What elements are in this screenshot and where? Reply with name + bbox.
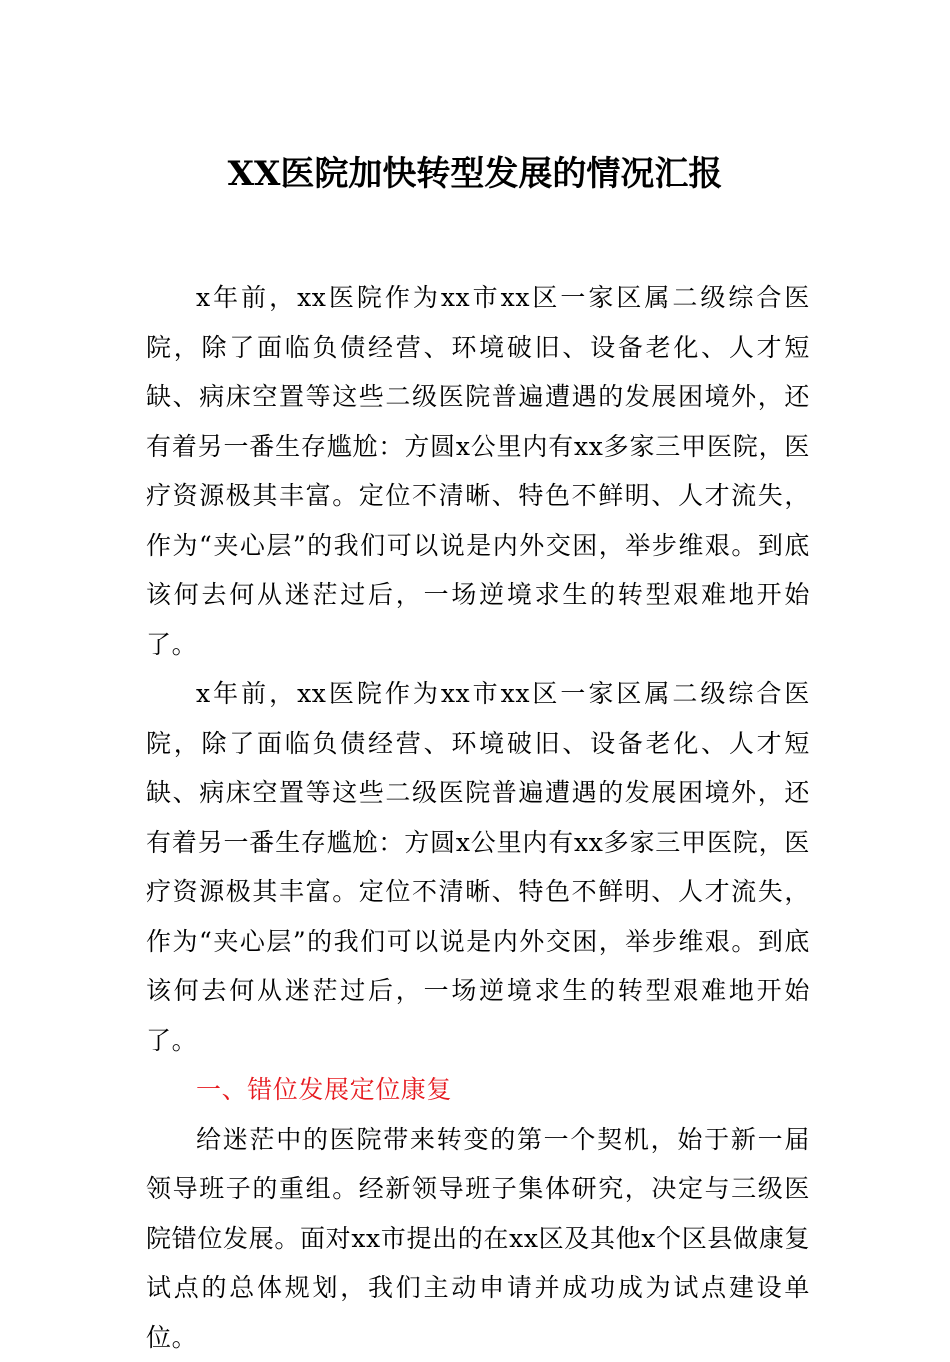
section-heading: 一、错位发展定位康复: [146, 1065, 810, 1115]
section-paragraph: 给迷茫中的医院带来转变的第一个契机，始于新一届领导班子的重组。经新领导班子集体研究，决定与三级医院错位发展。面对xx市提出的在xx区及其他x个区县做康复试点的总体规划，我们主动申请并成功成为试点建设单位。: [146, 1115, 810, 1362]
document-title: XX医院加快转型发展的情况汇报: [0, 146, 950, 202]
body-paragraph: x年前，xx医院作为xx市xx区一家区属二级综合医院，除了面临负债经营、环境破旧、设备老化、人才短缺、病床空置等这些二级医院普遍遭遇的发展困境外，还有着另一番生存尴尬：方圆x公里内有xx多家三甲医院，医疗资源极其丰富。定位不清晰、特色不鲜明、人才流失，作为“夹心层”的我们可以说是内外交困，举步维艰。到底该何去何从迷茫过后，一场逆境求生的转型艰难地开始了。: [146, 669, 810, 1065]
body-paragraph: x年前，xx医院作为xx市xx区一家区属二级综合医院，除了面临负债经营、环境破旧、设备老化、人才短缺、病床空置等这些二级医院普遍遭遇的发展困境外，还有着另一番生存尴尬：方圆x公里内有xx多家三甲医院，医疗资源极其丰富。定位不清晰、特色不鲜明、人才流失，作为“夹心层”的我们可以说是内外交困，举步维艰。到底该何去何从迷茫过后，一场逆境求生的转型艰难地开始了。: [146, 273, 810, 669]
document-body: [146, 273, 810, 1362]
